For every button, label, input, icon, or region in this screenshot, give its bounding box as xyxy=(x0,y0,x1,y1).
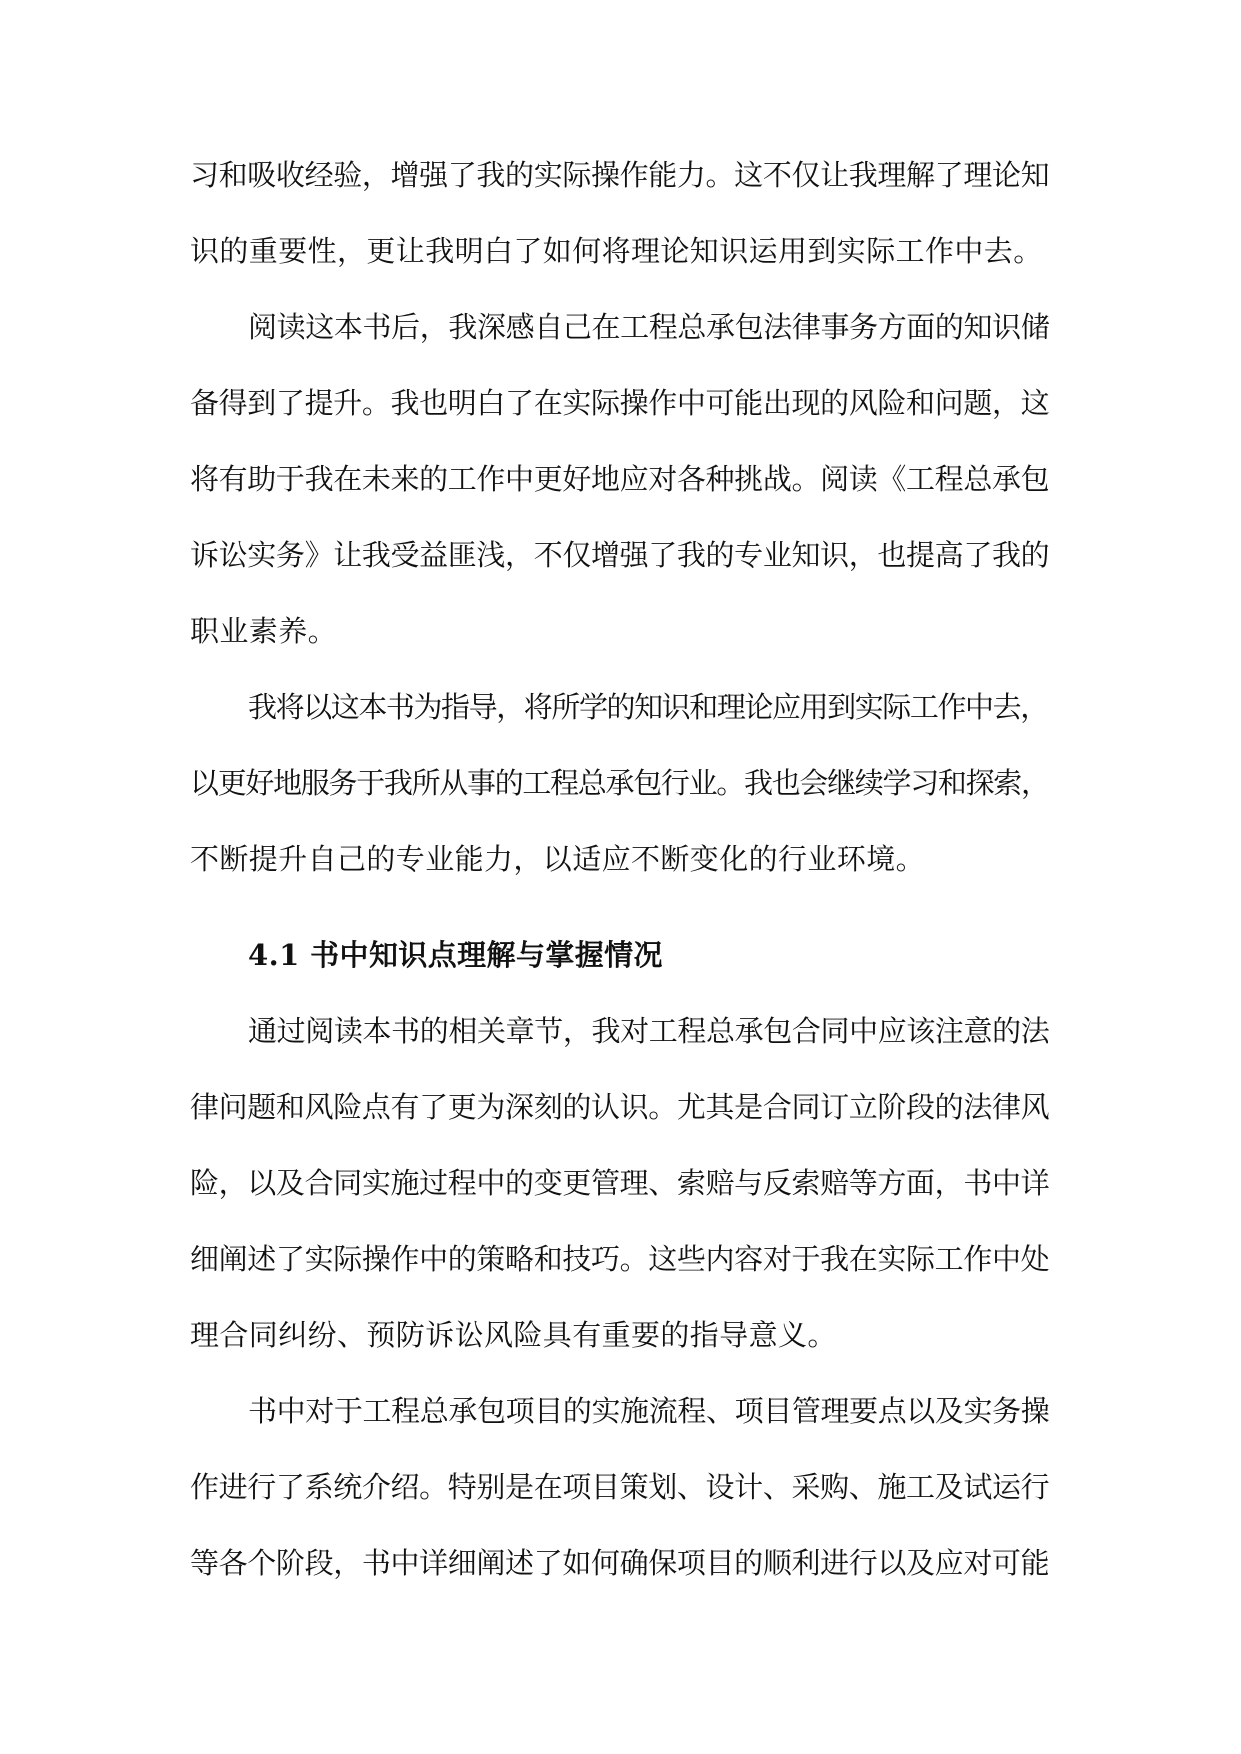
text-line: 理合同纠纷、预防诉讼风险具有重要的指导意义。 xyxy=(190,1318,837,1352)
text-line: 作进行了系统介绍。特别是在项目策划、设计、采购、施工及试运行 xyxy=(190,1470,1050,1504)
text-line: 识的重要性，更让我明白了如何将理论知识运用到实际工作中去。 xyxy=(190,234,1043,268)
text-line: 险，以及合同实施过程中的变更管理、索赔与反索赔等方面，书中详 xyxy=(190,1166,1050,1200)
text-line: 不断提升自己的专业能力，以适应不断变化的行业环境。 xyxy=(190,842,926,876)
section-heading: 4.1 书中知识点理解与掌握情况 xyxy=(248,938,663,972)
text-line: 职业素养。 xyxy=(190,614,338,648)
text-line: 通过阅读本书的相关章节，我对工程总承包合同中应该注意的法 xyxy=(248,1014,1050,1048)
text-line: 阅读这本书后，我深感自己在工程总承包法律事务方面的知识储 xyxy=(248,310,1050,344)
text-line: 我将以这本书为指导，将所学的知识和理论应用到实际工作中去， xyxy=(248,690,1048,724)
text-line: 等各个阶段，书中详细阐述了如何确保项目的顺利进行以及应对可能 xyxy=(190,1546,1050,1580)
text-line: 诉讼实务》让我受益匪浅，不仅增强了我的专业知识，也提高了我的 xyxy=(190,538,1050,572)
text-line: 以更好地服务于我所从事的工程总承包行业。我也会继续学习和探索， xyxy=(190,766,1049,800)
text-line: 书中对于工程总承包项目的实施流程、项目管理要点以及实务操 xyxy=(248,1394,1050,1428)
text-line: 将有助于我在未来的工作中更好地应对各种挑战。阅读《工程总承包 xyxy=(190,462,1050,496)
text-line: 习和吸收经验，增强了我的实际操作能力。这不仅让我理解了理论知 xyxy=(190,158,1050,192)
text-line: 律问题和风险点有了更为深刻的认识。尤其是合同订立阶段的法律风 xyxy=(190,1090,1050,1124)
text-line: 细阐述了实际操作中的策略和技巧。这些内容对于我在实际工作中处 xyxy=(190,1242,1050,1276)
text-line: 备得到了提升。我也明白了在实际操作中可能出现的风险和问题，这 xyxy=(190,386,1050,420)
